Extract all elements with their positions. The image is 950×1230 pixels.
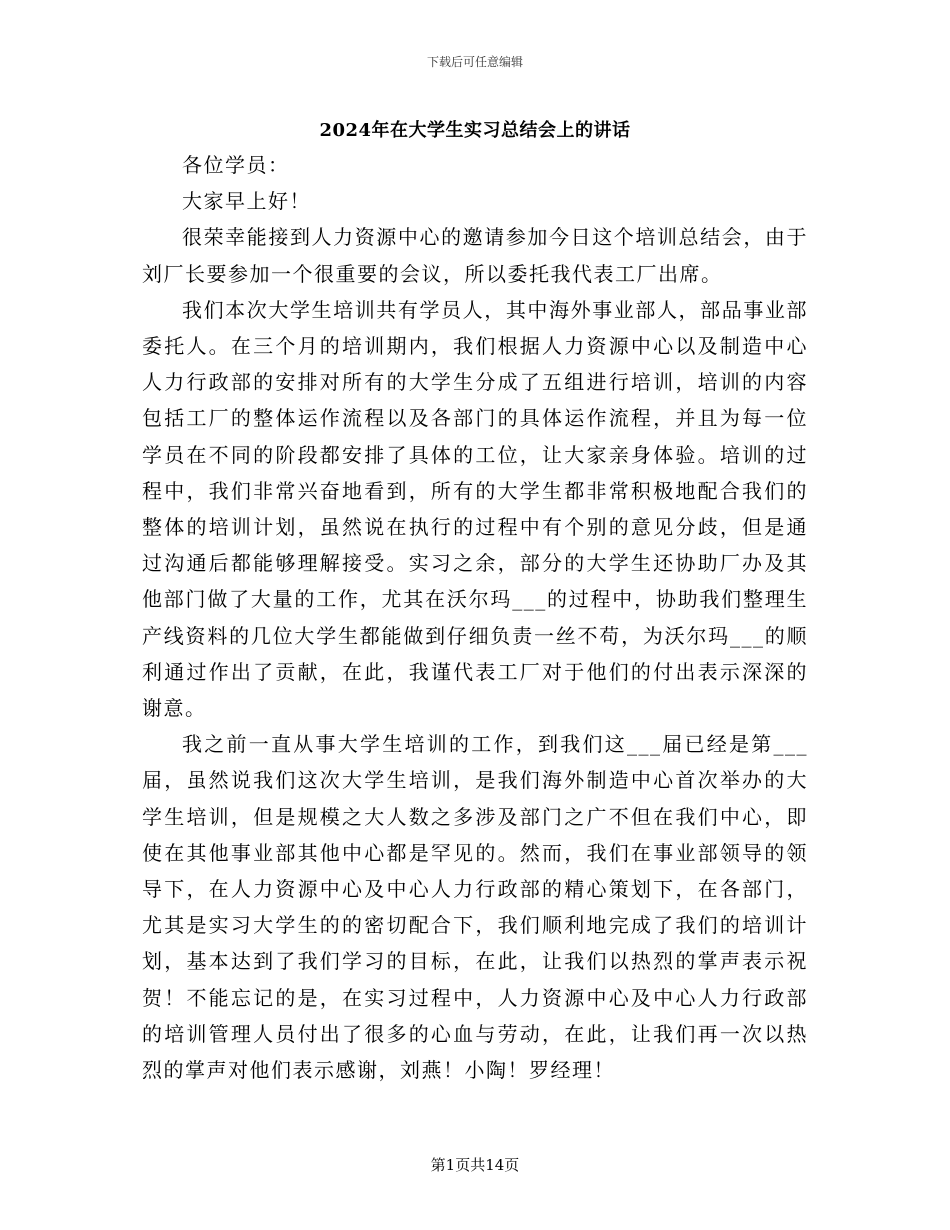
page-number-footer: 第1页共14页 bbox=[430, 1156, 520, 1174]
paragraph-intro: 很荣幸能接到人力资源中心的邀请参加今日这个培训总结会，由于刘厂长要参加一个很重要的会议，所以委托我代表工厂出席。 bbox=[142, 225, 808, 286]
paragraph-training-summary: 我们本次大学生培训共有学员人，其中海外事业部人，部品事业部委托人。在三个月的培训期内，我们根据人力资源中心以及制造中心人力行政部的安排对所有的大学生分成了五组进行培训，培训的内容包括工厂的整体运作流程以及各部门的具体运作流程，并且为每一位学员在不同的阶段都安排了具体的工位，让大家亲身体验。培训的过程中，我们非常兴奋地看到，所有的大学生都非常积极地配合我们的整体的培训计划，虽然说在执行的过程中有个别的意见分歧，但是通过沟通后都能够理解接受。实习之余，部分的大学生还协助厂办及其他部门做了大量的工作，尤其在沃尔玛___的过程中，协助我们整理生产线资料的几位大学生都能做到仔细负责一丝不苟，为沃尔玛___的顺利通过作出了贡献，在此，我谨代表工厂对于他们的付出表示深深的谢意。 bbox=[142, 297, 808, 721]
paragraph-salutation: 各位学员： bbox=[182, 153, 290, 177]
paragraph-greeting: 大家早上好！ bbox=[182, 189, 311, 214]
document-body bbox=[142, 147, 808, 1088]
header-note: 下载后可任意编辑 bbox=[426, 55, 523, 69]
paragraph-acknowledgement: 我之前一直从事大学生培训的工作，到我们这___届已经是第___届，虽然说我们这次大学生培训，是我们海外制造中心首次举办的大学生培训，但是规模之大人数之多涉及部门之广不但在我们中心，即使在其他事业部其他中心都是罕见的。然而，我们在事业部领导的领导下，在人力资源中心及中心人力行政部的精心策划下，在各部门，尤其是实习大学生的的密切配合下，我们顺利地完成了我们的培训计划，基本达到了我们学习的目标，在此，让我们以热烈的掌声表示祝贺！不能忘记的是，在实习过程中，人力资源中心及中心人力行政部的培训管理人员付出了很多的心血与劳动，在此，让我们再一次以热烈的掌声对他们表示感谢，刘燕！小陶！罗经理！ bbox=[142, 732, 808, 1083]
document-title: 2024年在大学生实习总结会上的讲话 bbox=[319, 120, 631, 141]
